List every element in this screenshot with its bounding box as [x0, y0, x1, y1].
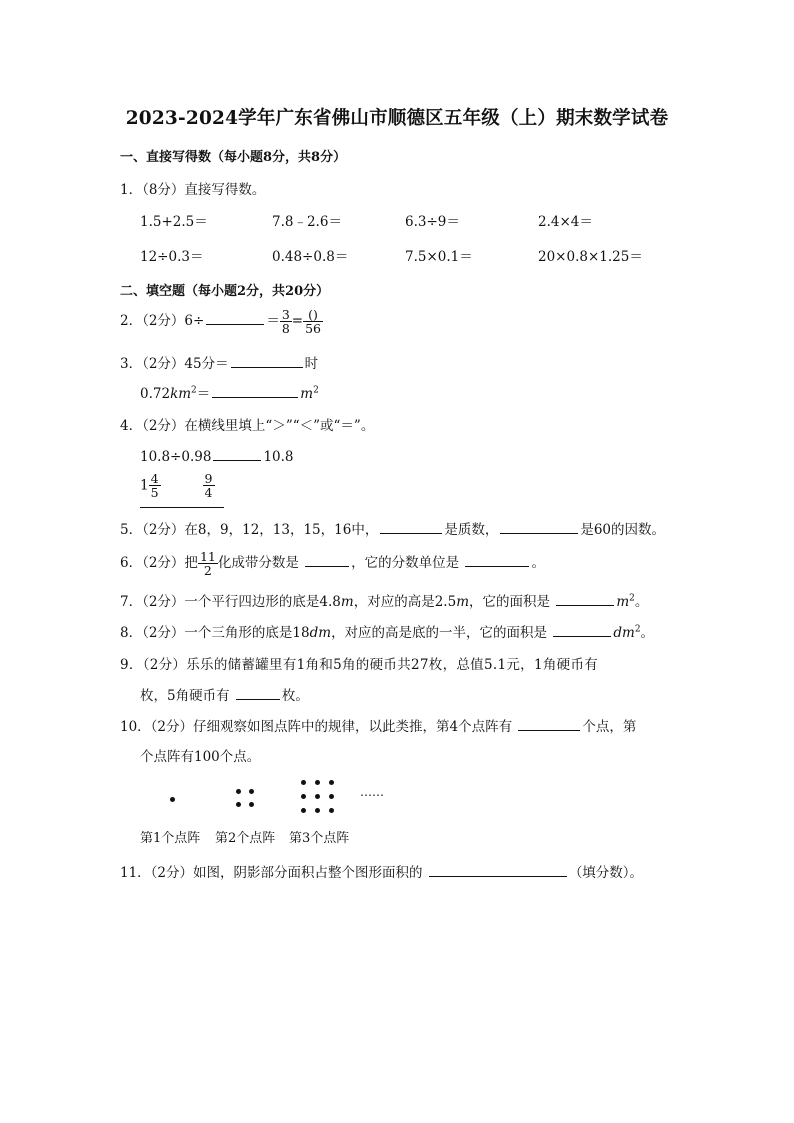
answer-blank[interactable] [305, 552, 349, 567]
oral-item: 6.3÷9＝ [405, 214, 460, 230]
fraction [203, 472, 215, 499]
question-3-line-2 [140, 382, 319, 402]
dot [301, 808, 306, 813]
unit-dm: dm [309, 625, 332, 641]
answer-blank[interactable] [556, 591, 614, 606]
section-1-heading: 一、直接写得数（每小题8分，共8分） [120, 150, 347, 165]
oral-item: 12÷0.3＝ [140, 249, 204, 265]
question-7 [120, 590, 648, 610]
fraction [149, 472, 161, 499]
dot [329, 808, 334, 813]
question-4-label: 4．（2分）在横线里填上“＞”“＜”或“＝”。 [120, 418, 375, 434]
answer-blank[interactable] [140, 507, 224, 508]
q9-suffix: 枚。 [281, 688, 309, 704]
fraction-numerator: 3 [281, 307, 290, 322]
answer-blank[interactable] [206, 310, 264, 325]
answer-blank[interactable] [518, 716, 580, 731]
fraction-denominator: 4 [204, 485, 213, 501]
q2-prefix: 2．（2分）6÷ [120, 313, 205, 330]
dot [170, 797, 175, 802]
question-9-line-2 [140, 684, 309, 704]
q6-mid-2: ，它的分数单位是 [351, 555, 464, 572]
oral-item: 2.4×4＝ [538, 214, 593, 230]
unit-m: m [616, 594, 630, 610]
fraction-denominator: 56 [305, 321, 322, 337]
q2-equals-2: = [291, 313, 304, 330]
fraction-numerator: () [308, 307, 318, 322]
superscript: 2 [313, 385, 319, 396]
question-10-line-2: 个点阵有100个点。 [140, 749, 261, 765]
mixed-whole: 1 [140, 477, 149, 494]
q8-text: 8．（2分）一个三角形的底是18 [120, 625, 310, 641]
fraction-denominator: 8 [281, 321, 290, 337]
unit-km: km [170, 386, 192, 402]
q6-suffix: 。 [531, 555, 545, 572]
q2-equals: ＝ [266, 313, 280, 330]
question-8 [120, 621, 654, 641]
q4-left-expr: 10.8÷0.98 [140, 449, 212, 465]
dot-array-caption: 第2个点阵 [215, 831, 276, 846]
q7-text: ，它的面积是 [469, 594, 555, 610]
fraction [280, 308, 292, 335]
unit-m: m [456, 594, 470, 610]
oral-item: 20×0.8×1.25＝ [538, 249, 643, 265]
question-9-line-1: 9．（2分）乐乐的储蓄罐里有1角和5角的硬币共27枚，总值5.1元，1角硬币有 [120, 657, 599, 673]
dot [315, 808, 320, 813]
q3-suffix: 时 [304, 356, 319, 372]
q8-text: ，对应的高是底的一半，它的面积是 [331, 625, 552, 641]
dot-array-caption: 第3个点阵 [289, 831, 350, 846]
q4-right-expr: 10.8 [263, 449, 294, 465]
q7-end: 。 [634, 594, 649, 610]
dot-array-figure [140, 773, 390, 846]
dot [301, 794, 306, 799]
ellipsis: …… [360, 785, 384, 799]
dot [236, 802, 241, 807]
answer-blank[interactable] [553, 622, 611, 637]
dot [236, 789, 241, 794]
q7-text: ，对应的高是2.5 [353, 594, 457, 610]
answer-blank[interactable] [212, 383, 298, 398]
superscript: 2 [629, 593, 635, 604]
dot [315, 780, 320, 785]
answer-blank[interactable] [429, 862, 567, 877]
question-2 [120, 308, 323, 335]
dot [329, 780, 334, 785]
unit-dm: dm [613, 625, 635, 641]
question-6 [120, 550, 545, 577]
q6-mid: 化成带分数是 [217, 555, 304, 572]
q5-prefix: 5．（2分）在8，9，12，13，15，16中， [120, 522, 379, 538]
fraction [198, 550, 218, 577]
oral-item: 7.8﹣2.6＝ [272, 214, 342, 230]
question-3-line-1 [120, 352, 318, 372]
superscript: 2 [634, 624, 641, 635]
question-4-row-1 [140, 446, 294, 465]
fraction-numerator: 4 [150, 471, 159, 486]
oral-item: 1.5+2.5＝ [140, 214, 208, 230]
q6-prefix: 6．（2分）把 [120, 555, 198, 572]
question-11 [120, 861, 643, 881]
fraction [303, 308, 323, 335]
q5-suffix: 是60的因数。 [580, 522, 666, 538]
answer-blank[interactable] [213, 446, 261, 461]
dot-array-caption: 第1个点阵 [140, 831, 201, 846]
answer-blank[interactable] [236, 685, 280, 700]
q10-prefix: 10．（2分）仔细观察如图点阵中的规律，以此类推，第4个点阵有 [120, 719, 517, 735]
question-5 [120, 518, 665, 538]
unit-m: m [340, 594, 354, 610]
answer-blank[interactable] [465, 552, 529, 567]
answer-blank[interactable] [231, 353, 303, 368]
fraction-denominator: 2 [198, 563, 218, 577]
q5-mid: 是质数， [444, 522, 499, 538]
q10-suffix: 个点，第 [582, 719, 637, 735]
question-10-line-1 [120, 715, 636, 735]
q9-prefix: 枚，5角硬币有 [140, 688, 234, 704]
dot [249, 802, 254, 807]
q11-suffix: （填分数）。 [568, 865, 644, 881]
oral-item: 7.5×0.1＝ [405, 249, 473, 265]
q7-text: 7．（2分）一个平行四边形的底是4.8 [120, 594, 341, 610]
q3-value: 0.72 [140, 386, 171, 402]
q11-prefix: 11．（2分）如图，阴影部分面积占整个图形面积的 [120, 865, 427, 881]
unit-m: m [300, 386, 314, 402]
fraction-numerator: 11 [199, 549, 216, 564]
dot [301, 780, 306, 785]
dot [315, 794, 320, 799]
fraction-numerator: 9 [204, 471, 213, 486]
page-title: 2023-2024学年广东省佛山市顺德区五年级（上）期末数学试卷 [125, 108, 669, 129]
answer-blank[interactable] [380, 519, 442, 534]
fraction-denominator: 5 [150, 485, 159, 501]
oral-item: 0.48÷0.8＝ [272, 249, 349, 265]
superscript: 2 [191, 385, 197, 396]
q3-equals: ＝ [196, 386, 211, 402]
dot [329, 794, 334, 799]
question-1-label: 1．（8分）直接写得数。 [120, 182, 266, 198]
q3-prefix: 3．（2分）45分＝ [120, 356, 229, 372]
answer-blank[interactable] [500, 519, 578, 534]
q8-end: 。 [640, 625, 655, 641]
dot [249, 789, 254, 794]
section-2-heading: 二、填空题（每小题2分，共20分） [120, 284, 330, 299]
question-4-row-2 [140, 472, 215, 499]
